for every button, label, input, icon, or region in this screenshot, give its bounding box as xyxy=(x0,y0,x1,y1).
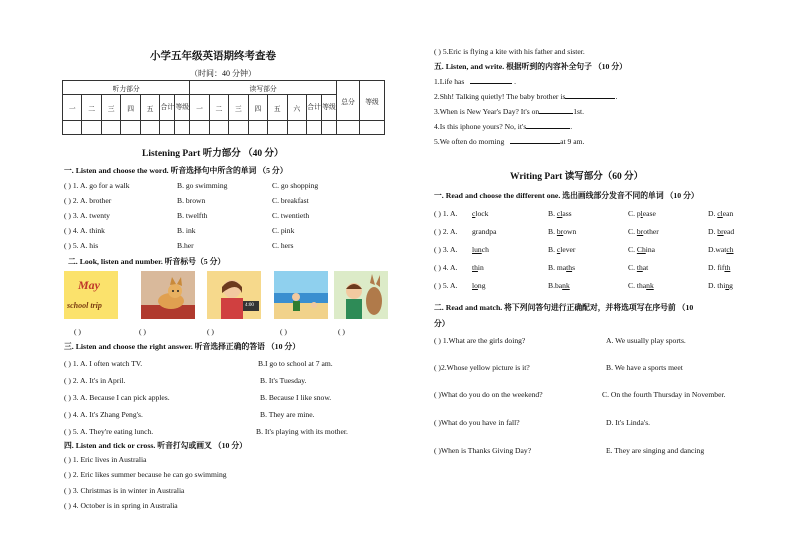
match-answer: A. We usually play sports. xyxy=(606,336,686,345)
word-text: B.ba xyxy=(548,281,563,290)
answer-bracket[interactable]: ( ) xyxy=(139,327,146,336)
underlined-letters: br xyxy=(717,227,724,236)
word-text: ead xyxy=(723,227,735,236)
choice-word-d xyxy=(708,209,733,218)
fill-text: 3.When is New Year's Day? It's on xyxy=(434,107,540,116)
page-title: 小学五年级英语期终考查卷 xyxy=(150,50,276,62)
choice-item: ( ) 1. A. go for a walk xyxy=(64,181,130,190)
section-4-heading: 四. Listen and tick or cross. 听音打勾或画叉 （10 分） xyxy=(64,441,247,450)
answer-bracket[interactable]: ( ) xyxy=(280,327,287,336)
word-text: B. xyxy=(548,245,557,254)
picture-kangaroo xyxy=(334,271,388,319)
answer-b: B. It's Tuesday. xyxy=(260,376,307,385)
choice-word-c xyxy=(628,209,656,218)
underlined-letters: cl xyxy=(556,209,563,218)
match-answer: E. They are singing and dancing xyxy=(606,446,705,455)
underlined-letters: nk xyxy=(646,281,654,290)
word-text: C. xyxy=(628,245,637,254)
word-text: in xyxy=(477,263,484,272)
fill-text: 1st. xyxy=(573,107,584,116)
underlined-letters: ng xyxy=(725,281,733,290)
word-text: ch xyxy=(481,245,489,254)
fill-blank[interactable] xyxy=(565,91,618,101)
choice-row-number: ( ) 4. A. xyxy=(434,263,458,272)
tick-item-5: ( ) 5.Eric is flying a kite with his father and sister. xyxy=(434,47,585,56)
word-text: C. xyxy=(628,263,637,272)
word-text: s xyxy=(572,263,576,272)
tick-item: ( ) 1. Eric lives in Australia xyxy=(64,455,147,464)
choice-word-a xyxy=(472,227,496,236)
choice-word-d xyxy=(708,245,734,254)
fill-text: 1.Life has xyxy=(434,77,465,86)
score-write-grade: 等级 xyxy=(322,95,337,121)
choice-word-a xyxy=(472,245,489,254)
underlined-letters: nk xyxy=(562,281,570,290)
word-text: own xyxy=(563,227,577,236)
writing-section-1-heading: 一. Read and choose the different one. 选出画线部分发音不同的单词 （10 分） xyxy=(434,191,699,200)
word-text: C. tha xyxy=(628,281,647,290)
underlined-letters: th xyxy=(724,263,731,272)
fill-line xyxy=(434,76,516,86)
word-text: D. thi xyxy=(708,281,726,290)
answer-bracket[interactable]: ( ) xyxy=(74,327,81,336)
match-answer: D. It's Linda's. xyxy=(606,418,651,427)
underlined-letters: c xyxy=(556,245,561,254)
choice-word-c xyxy=(628,281,654,290)
score-grade: 等级 xyxy=(360,81,385,121)
score-total: 总分 xyxy=(337,81,360,121)
score-table xyxy=(62,80,385,135)
match-question: ( )What do you have in fall? xyxy=(434,418,520,427)
underlined-letters: lo xyxy=(472,281,478,290)
choice-b: B. twelfth xyxy=(177,211,208,220)
score-col: 二 xyxy=(82,95,101,121)
choice-c: C. twentieth xyxy=(272,211,310,220)
word-text: C. xyxy=(628,227,637,236)
answer-item: ( ) 3. A. Because I can pick apples. xyxy=(64,393,170,402)
choice-row-number: ( ) 2. A. xyxy=(434,227,458,236)
word-text: at xyxy=(642,263,649,272)
score-group-listen: 听力部分 xyxy=(63,81,190,95)
word-text: B. ma xyxy=(548,263,567,272)
kangaroo-icon xyxy=(334,271,388,319)
answer-item: ( ) 5. A. They're eating lunch. xyxy=(64,427,154,436)
score-col: 四 xyxy=(121,95,140,121)
score-col: 五 xyxy=(268,95,287,121)
tick-item: ( ) 2. Eric likes summer because he can go swimming xyxy=(64,470,227,479)
match-question: ( )What do you do on the weekend? xyxy=(434,390,543,399)
score-listen-grade: 等级 xyxy=(175,95,190,121)
score-col: 六 xyxy=(287,95,306,121)
picture-school-trip xyxy=(64,271,118,319)
choice-word-d xyxy=(708,263,730,272)
fill-blank[interactable] xyxy=(470,76,512,84)
answer-bracket[interactable]: ( ) xyxy=(207,327,214,336)
clock-text: 4:00 xyxy=(245,303,254,308)
match-question: ( )When is Thanks Giving Day? xyxy=(434,446,532,455)
score-col: 五 xyxy=(140,95,159,121)
score-col: 一 xyxy=(63,95,82,121)
dog-icon xyxy=(141,271,195,319)
fill-line xyxy=(434,91,617,101)
fill-blank[interactable] xyxy=(539,106,573,114)
fill-text: . xyxy=(570,122,573,131)
word-text: ean xyxy=(722,209,734,218)
fill-text: at 9 am. xyxy=(560,137,585,146)
answer-item: ( ) 1. A. I often watch TV. xyxy=(64,359,143,368)
word-text: C. p xyxy=(628,209,641,218)
word-text: D.wat xyxy=(708,245,727,254)
answer-b: B. Because I like snow. xyxy=(260,393,332,402)
choice-word-d xyxy=(708,227,734,236)
underlined-letters: c xyxy=(472,209,476,218)
picture-dog xyxy=(141,271,195,319)
word-text: other xyxy=(643,227,659,236)
choice-b: B.her xyxy=(177,241,194,250)
word-text: ina xyxy=(645,245,656,254)
word-text: D. fif xyxy=(708,263,725,272)
choice-word-b xyxy=(548,263,575,272)
word-text: randpa xyxy=(475,227,497,236)
underlined-letters: l xyxy=(640,209,643,218)
choice-c: C. pink xyxy=(272,226,295,235)
underlined-letters: ch xyxy=(726,245,734,254)
may-text: May xyxy=(78,278,100,292)
choice-b: B. brown xyxy=(177,196,206,205)
match-question: ( ) 1.What are the girls doing? xyxy=(434,336,526,345)
picture-girl-clock xyxy=(207,271,261,319)
choice-item: ( ) 3. A. twenty xyxy=(64,211,110,220)
answer-item: ( ) 2. A. It's in April. xyxy=(64,376,126,385)
writing-section-2-heading: 二. Read and match. 将下列问答句进行正确配对，并将选项写在序号前 （10 xyxy=(434,303,694,312)
writing-section-2-heading-cont: 分） xyxy=(434,319,450,328)
word-text: ng xyxy=(477,281,486,290)
word-text: ass xyxy=(562,209,572,218)
score-write-total: 合计 xyxy=(307,95,322,121)
choice-b: B. ink xyxy=(177,226,196,235)
section-1-heading: 一. Listen and choose the word. 听音选择句中所含的单词 （5 分） xyxy=(64,166,288,175)
score-col: 二 xyxy=(209,95,228,121)
choice-item: ( ) 4. A. think xyxy=(64,226,105,235)
girl-icon xyxy=(207,271,261,319)
choice-word-a xyxy=(472,281,486,290)
trip-text: school trip xyxy=(67,301,102,310)
beach-icon xyxy=(274,271,328,319)
choice-row-number: ( ) 3. A. xyxy=(434,245,458,254)
choice-word-b xyxy=(548,245,575,254)
fill-line xyxy=(434,121,572,131)
choice-row-number: ( ) 5. A. xyxy=(434,281,458,290)
match-answer: B. We have a sports meet xyxy=(606,363,683,372)
score-group-write: 读写部分 xyxy=(190,81,337,95)
answer-bracket[interactable]: ( ) xyxy=(338,327,345,336)
fill-text: 5.We often do morning xyxy=(434,137,505,146)
match-question: ( )2.Whose yellow picture is it? xyxy=(434,363,530,372)
underlined-letters: br xyxy=(636,227,644,236)
underlined-letters: br xyxy=(556,227,564,236)
section-5-heading: 五. Listen, and write. 根据听到的内容补全句子 （10 分） xyxy=(434,62,627,71)
match-answer: C. On the fourth Thursday in November. xyxy=(602,390,726,399)
choice-word-a xyxy=(472,209,488,218)
fill-text: . xyxy=(615,92,618,101)
tick-item: ( ) 3. Christmas is in winter in Australia xyxy=(64,486,185,495)
score-col: 三 xyxy=(101,95,120,121)
fill-line xyxy=(434,106,584,116)
section-3-heading: 三. Listen and choose the right answer. 听音选择正确的答语 （10 分） xyxy=(64,342,301,351)
picture-beach xyxy=(274,271,328,319)
choice-item: ( ) 5. A. his xyxy=(64,241,99,250)
choice-word-b xyxy=(548,227,576,236)
word-text: B. xyxy=(548,209,557,218)
answer-b: B.I go to school at 7 am. xyxy=(258,359,333,368)
fill-blank[interactable] xyxy=(510,136,560,144)
fill-line xyxy=(434,136,584,146)
word-text: lever xyxy=(560,245,576,254)
fill-blank[interactable] xyxy=(526,121,573,131)
underlined-letters: cl xyxy=(717,209,723,218)
word-text: lock xyxy=(475,209,489,218)
underlined-letters: g xyxy=(472,227,476,236)
section-2-heading: 二. Look, listen and number. 听音标号（5 分） xyxy=(68,257,226,266)
underlined-letters: th xyxy=(566,263,573,272)
choice-c: C. hers xyxy=(272,241,294,250)
word-text: ease xyxy=(642,209,656,218)
fill-text: 2.Shh! Talking quietly! The baby brother is xyxy=(434,92,566,101)
choice-c: C. breakfast xyxy=(272,196,309,205)
underlined-letters: th xyxy=(472,263,478,272)
tick-item: ( ) 4. October is in spring in Australia xyxy=(64,501,178,510)
underlined-letters: th xyxy=(636,263,643,272)
choice-word-a xyxy=(472,263,484,272)
choice-word-b xyxy=(548,281,570,290)
underlined-letters: lun xyxy=(472,245,482,254)
score-col: 三 xyxy=(229,95,248,121)
answer-b: B. It's playing with its mother. xyxy=(256,427,348,436)
time-note: （时间：40 分钟） xyxy=(190,69,256,78)
fill-text: 4.Is this iphone yours? No, it's xyxy=(434,122,527,131)
choice-word-d xyxy=(708,281,733,290)
underlined-letters: Ch xyxy=(636,245,646,254)
score-listen-total: 合计 xyxy=(160,95,175,121)
word-text: D. xyxy=(708,209,718,218)
listening-header: Listening Part 听力部分 （40 分） xyxy=(142,149,284,159)
score-col: 四 xyxy=(248,95,267,121)
answer-item: ( ) 4. A. It's Zhang Peng's. xyxy=(64,410,143,419)
fill-text: . xyxy=(512,77,517,86)
choice-word-c xyxy=(628,245,655,254)
score-col: 一 xyxy=(190,95,209,121)
choice-word-c xyxy=(628,263,648,272)
word-text: D. xyxy=(708,227,718,236)
choice-item: ( ) 2. A. brother xyxy=(64,196,112,205)
choice-word-c xyxy=(628,227,659,236)
choice-b: B. go swimming xyxy=(177,181,228,190)
choice-row-number: ( ) 1. A. xyxy=(434,209,458,218)
writing-header: Writing Part 读写部分（60 分） xyxy=(510,172,644,182)
word-text: B. xyxy=(548,227,557,236)
choice-c: C. go shopping xyxy=(272,181,319,190)
choice-word-b xyxy=(548,209,572,218)
answer-b: B. They are mine. xyxy=(260,410,315,419)
